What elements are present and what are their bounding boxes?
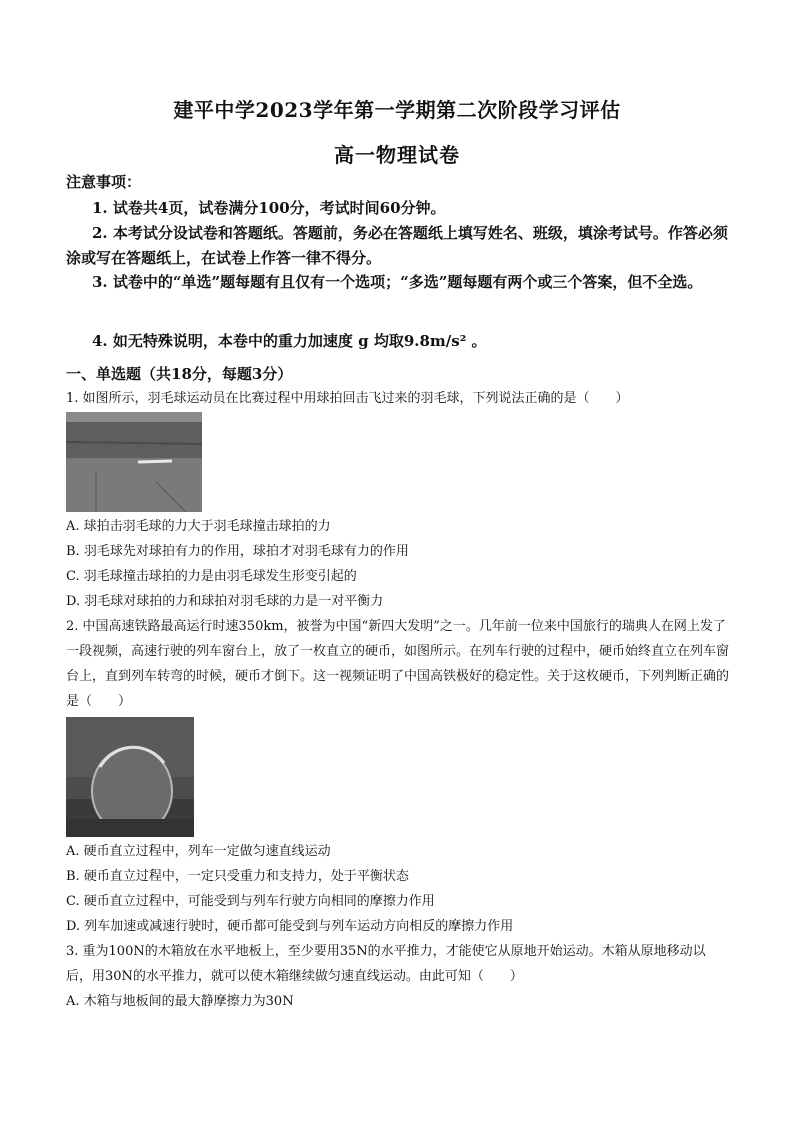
exam-subtitle: 高一物理试卷 xyxy=(334,143,460,167)
coin-on-windowsill-photo xyxy=(66,717,194,837)
option-text: B. 羽毛球先对球拍有力的作用，球拍才对羽毛球有力的作用 xyxy=(66,544,409,559)
notes-heading: 注意事项： xyxy=(66,173,142,191)
exam-title: 建平中学2023学年第一学期第二次阶段学习评估 xyxy=(173,98,621,122)
note-item: 1. 试卷共4页，试卷满分100分，考试时间60分钟。 xyxy=(92,199,446,217)
option-text: A. 球拍击羽毛球的力大于羽毛球撞击球拍的力 xyxy=(66,519,331,534)
section-heading: 一、单选题（共18分，每题3分） xyxy=(66,365,293,383)
note-item: 2. 本考试分设试卷和答题纸。答题前，务必在答题纸上填写姓名、班级，填涂考试号。作答必须涂或写在答题纸上，在试卷上作答一律不得分。 xyxy=(66,224,728,267)
option-text: B. 硬币直立过程中，一定只受重力和支持力，处于平衡状态 xyxy=(66,869,409,884)
option-text: D. 列车加速或减速行驶时，硬币都可能受到与列车运动方向相反的摩擦力作用 xyxy=(66,919,514,934)
badminton-photo xyxy=(66,412,202,512)
question-stem: 2. 中国高速铁路最高运行时速350km，被誉为中国“新四大发明”之一。几年前一位来中国旅行的瑞典人在网上发了一段视频，高速行驶的列车窗台上，放了一枚直立的硬币，如图所示。在列车行驶的过程中，硬币始终直立在列车窗台上，直到列车转弯的时候，硬币才倒下。这一视频证明了中国高铁极好的稳定性。关于这枚硬币，下列判断正确的是（ ） xyxy=(66,619,730,709)
option-text: C. 羽毛球撞击球拍的力是由羽毛球发生形变引起的 xyxy=(66,569,357,584)
question-stem: 3. 重为100N的木箱放在水平地板上，至少要用35N的水平推力，才能使它从原地开始运动。木箱从原地移动以后，用30N的水平推力，就可以使木箱继续做匀速直线运动。由此可知（ ） xyxy=(66,944,706,984)
option-text: A. 木箱与地板间的最大静摩擦力为30N xyxy=(66,994,294,1009)
note-item: 3. 试卷中的“单选”题每题有且仅有一个选项；“多选”题每题有两个或三个答案，但不全选。 xyxy=(92,273,703,291)
note-item: 4. 如无特殊说明，本卷中的重力加速度 g 均取9.8m/s² 。 xyxy=(92,332,487,350)
option-text: D. 羽毛球对球拍的力和球拍对羽毛球的力是一对平衡力 xyxy=(66,594,384,609)
question-stem: 1. 如图所示，羽毛球运动员在比赛过程中用球拍回击飞过来的羽毛球，下列说法正确的是（ ） xyxy=(66,391,629,406)
option-text: C. 硬币直立过程中，可能受到与列车行驶方向相同的摩擦力作用 xyxy=(66,894,435,909)
option-text: A. 硬币直立过程中，列车一定做匀速直线运动 xyxy=(66,844,331,859)
